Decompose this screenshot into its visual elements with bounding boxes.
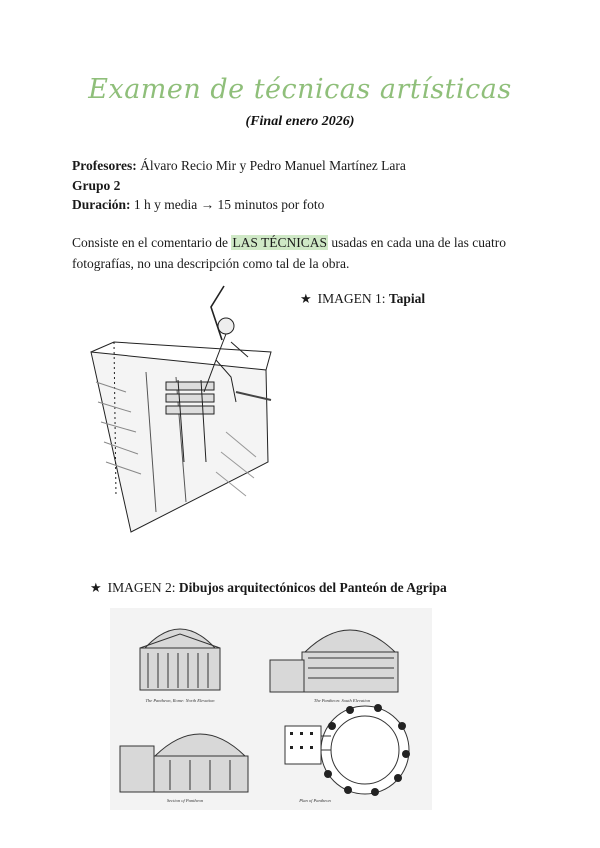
exam-info bbox=[72, 156, 406, 215]
duracion-label: Duración: bbox=[72, 197, 131, 212]
duracion-line bbox=[72, 195, 406, 215]
tapial-drawing bbox=[86, 282, 274, 542]
document-subtitle: (Final enero 2026) bbox=[245, 114, 355, 129]
image-2-title: Dibujos arquitectónicos del Panteón de Agripa bbox=[178, 580, 447, 595]
tapial-illustration bbox=[86, 282, 274, 542]
caption-plan: Plan of Pantheon bbox=[299, 798, 331, 803]
intro-paragraph bbox=[72, 232, 532, 274]
image-1-label bbox=[300, 291, 425, 307]
image-1-prefix: IMAGEN 1: bbox=[317, 291, 386, 306]
star-icon: ★ bbox=[90, 580, 102, 595]
image-2-prefix: IMAGEN 2: bbox=[107, 580, 176, 595]
caption-section: Section of Pantheon bbox=[166, 798, 204, 803]
pantheon-drawings bbox=[110, 608, 432, 810]
intro-text-before: Consiste en el comentario de bbox=[72, 235, 232, 250]
profesores-label: Profesores: bbox=[72, 158, 137, 173]
intro-highlight: LAS TÉCNICAS bbox=[232, 235, 327, 250]
grupo-label: Grupo 2 bbox=[72, 177, 121, 193]
image-2-label bbox=[90, 580, 447, 596]
profesores-line bbox=[72, 156, 406, 176]
document-title: Examen de técnicas artísticas bbox=[88, 74, 512, 105]
grupo-line bbox=[72, 176, 406, 196]
caption-south-elevation: The Pantheon: South Elevation bbox=[313, 698, 371, 703]
profesores-value: Álvaro Recio Mir y Pedro Manuel Martínez Lara bbox=[140, 158, 406, 173]
pantheon-drawing-set bbox=[110, 608, 432, 810]
duracion-value: 1 h y media → 15 minutos por foto bbox=[133, 197, 325, 212]
intro-text-after: usadas en cada una de las cuatro fotografías, no una descripción como tal de la obra. bbox=[72, 235, 507, 271]
star-icon: ★ bbox=[300, 291, 312, 306]
image-1-title: Tapial bbox=[388, 291, 426, 306]
caption-north-elevation: The Pantheon, Rome: North Elevation bbox=[145, 698, 215, 703]
